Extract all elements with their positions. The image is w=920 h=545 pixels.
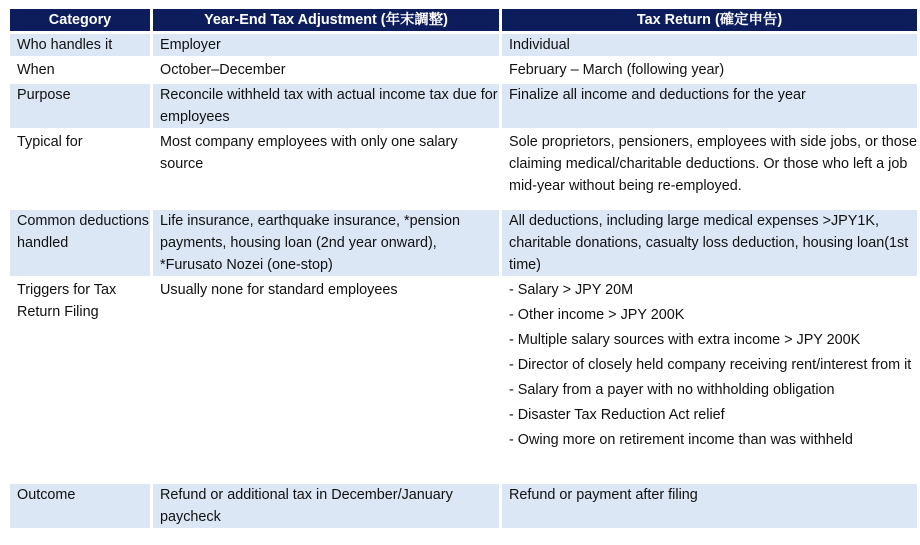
- comparison-table: [0, 9, 920, 528]
- cell-tax-return: Refund or payment after filing: [502, 484, 917, 528]
- cell-category: Typical for: [10, 131, 150, 207]
- list-item: - Salary from a payer with no withholding obligation: [509, 382, 835, 398]
- table-row-typical-for: [10, 131, 920, 207]
- cell-tax-return: Individual: [502, 34, 917, 56]
- cell-tax-return: All deductions, including large medical expenses >JPY1K, charitable donations, casualty loss deduction, housing loan(1st time): [502, 210, 917, 276]
- cell-year-end-adjustment: Employer: [153, 34, 499, 56]
- trigger-list: [509, 279, 917, 451]
- list-item: - Owing more on retirement income than was withheld: [509, 432, 853, 448]
- cell-year-end-adjustment: Most company employees with only one salary source: [153, 131, 499, 207]
- table-row-who-handles: [10, 34, 920, 56]
- list-item: - Other income > JPY 200K: [509, 307, 685, 323]
- cell-tax-return: [502, 279, 917, 481]
- cell-year-end-adjustment: Reconcile withheld tax with actual income tax due for employees: [153, 84, 499, 128]
- header-year-end-adjustment: Year-End Tax Adjustment (年末調整): [153, 9, 499, 31]
- table-row-triggers: [10, 279, 920, 481]
- table-row-outcome: [10, 484, 920, 528]
- cell-category: Purpose: [10, 84, 150, 128]
- cell-tax-return: February – March (following year): [502, 59, 917, 81]
- table-row-common-deductions: [10, 210, 920, 276]
- cell-year-end-adjustment: Usually none for standard employees: [153, 279, 499, 481]
- list-item: - Director of closely held company receiving rent/interest from it: [509, 357, 912, 373]
- cell-category: Triggers for Tax Return Filing: [10, 279, 150, 481]
- cell-category: Common deductions handled: [10, 210, 150, 276]
- table-row-when: [10, 59, 920, 81]
- cell-year-end-adjustment: Life insurance, earthquake insurance, *pension payments, housing loan (2nd year onward), *Furusato Nozei (one-stop): [153, 210, 499, 276]
- list-item: - Disaster Tax Reduction Act relief: [509, 407, 725, 423]
- cell-category: Who handles it: [10, 34, 150, 56]
- cell-category: Outcome: [10, 484, 150, 528]
- header-category: Category: [10, 9, 150, 31]
- header-row: [10, 9, 920, 31]
- cell-year-end-adjustment: October–December: [153, 59, 499, 81]
- table-row-purpose: [10, 84, 920, 128]
- header-tax-return: Tax Return (確定申告): [502, 9, 917, 31]
- cell-tax-return: Finalize all income and deductions for the year: [502, 84, 917, 128]
- cell-year-end-adjustment: Refund or additional tax in December/January paycheck: [153, 484, 499, 528]
- cell-tax-return: Sole proprietors, pensioners, employees with side jobs, or those claiming medical/charitable deductions. Or those who left a job mid-year without being re-employed.: [502, 131, 917, 207]
- cell-category: When: [10, 59, 150, 81]
- list-item: - Salary > JPY 20M: [509, 282, 634, 298]
- list-item: - Multiple salary sources with extra income > JPY 200K: [509, 332, 861, 348]
